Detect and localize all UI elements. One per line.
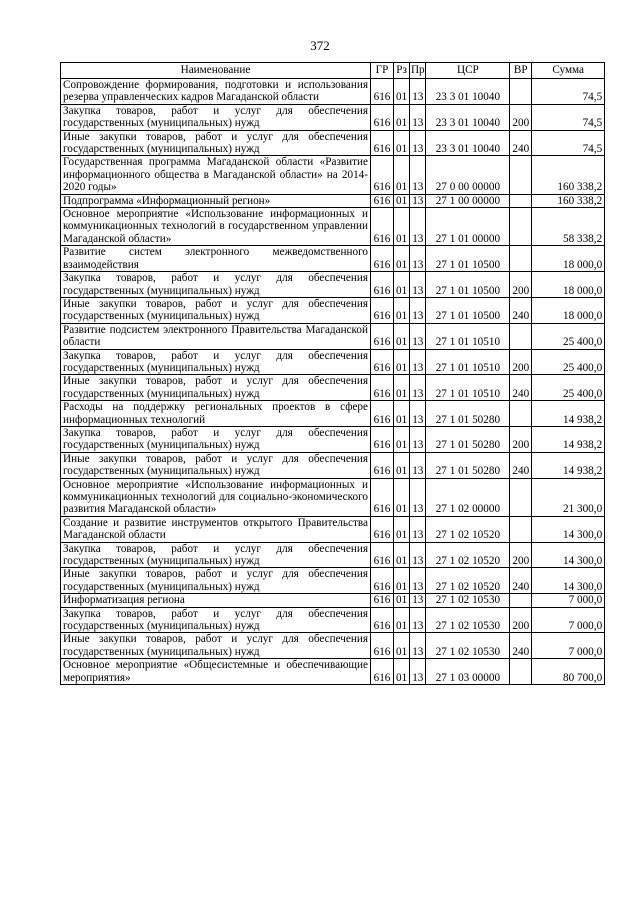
row-csr: 27 1 01 10510 <box>426 323 510 349</box>
table-row <box>61 375 605 401</box>
row-pr: 13 <box>410 208 426 246</box>
row-gr: 616 <box>371 194 394 207</box>
row-sum: 18 000,0 <box>532 272 605 298</box>
row-vr <box>510 401 532 427</box>
row-rz: 01 <box>394 208 410 246</box>
table-row <box>61 568 605 594</box>
row-name: Основное мероприятие «Общесистемные и обеспечивающие мероприятия» <box>61 659 371 685</box>
table-row <box>61 349 605 375</box>
row-sum: 74,5 <box>532 79 605 105</box>
row-sum: 14 938,2 <box>532 401 605 427</box>
row-gr: 616 <box>371 452 394 478</box>
row-rz: 01 <box>394 478 410 516</box>
row-sum: 58 338,2 <box>532 208 605 246</box>
row-rz: 01 <box>394 130 410 156</box>
table-row <box>61 194 605 207</box>
row-name: Иные закупки товаров, работ и услуг для обеспечения государственных (муниципальных) нужд <box>61 452 371 478</box>
row-gr: 616 <box>371 633 394 659</box>
row-vr <box>510 79 532 105</box>
table-row <box>61 633 605 659</box>
row-sum: 25 400,0 <box>532 323 605 349</box>
row-gr: 616 <box>371 478 394 516</box>
table-row <box>61 478 605 516</box>
row-vr <box>510 478 532 516</box>
row-csr: 27 1 02 10520 <box>426 516 510 542</box>
row-pr: 13 <box>410 156 426 194</box>
row-rz: 01 <box>394 323 410 349</box>
row-sum: 18 000,0 <box>532 246 605 272</box>
row-rz: 01 <box>394 607 410 633</box>
row-name: Развитие подсистем электронного Правительства Магаданской области <box>61 323 371 349</box>
row-pr: 13 <box>410 272 426 298</box>
row-gr: 616 <box>371 659 394 685</box>
row-gr: 616 <box>371 401 394 427</box>
table-row <box>61 401 605 427</box>
row-vr: 240 <box>510 633 532 659</box>
row-name: Основное мероприятие «Использование информационных и коммуникационных технологий для социально-экономического развития Магаданской области» <box>61 478 371 516</box>
row-sum: 74,5 <box>532 130 605 156</box>
row-pr: 13 <box>410 426 426 452</box>
row-csr: 27 1 01 50280 <box>426 452 510 478</box>
row-rz: 01 <box>394 452 410 478</box>
row-vr: 200 <box>510 349 532 375</box>
row-vr <box>510 659 532 685</box>
row-pr: 13 <box>410 401 426 427</box>
row-csr: 23 3 01 10040 <box>426 79 510 105</box>
row-pr: 13 <box>410 246 426 272</box>
row-csr: 27 1 01 10500 <box>426 246 510 272</box>
row-sum: 14 300,0 <box>532 542 605 568</box>
row-sum: 160 338,2 <box>532 194 605 207</box>
row-csr: 27 1 02 10530 <box>426 607 510 633</box>
row-rz: 01 <box>394 79 410 105</box>
row-sum: 14 938,2 <box>532 426 605 452</box>
table-row <box>61 297 605 323</box>
row-rz: 01 <box>394 349 410 375</box>
row-name: Расходы на поддержку региональных проектов в сфере информационных технологий <box>61 401 371 427</box>
row-name: Закупка товаров, работ и услуг для обеспечения государственных (муниципальных) нужд <box>61 542 371 568</box>
row-pr: 13 <box>410 568 426 594</box>
row-rz: 01 <box>394 272 410 298</box>
table-row <box>61 208 605 246</box>
row-sum: 14 300,0 <box>532 516 605 542</box>
row-csr: 23 3 01 10040 <box>426 130 510 156</box>
row-vr: 240 <box>510 568 532 594</box>
row-rz: 01 <box>394 156 410 194</box>
row-pr: 13 <box>410 194 426 207</box>
row-csr: 27 1 02 00000 <box>426 478 510 516</box>
row-vr <box>510 246 532 272</box>
row-vr: 240 <box>510 452 532 478</box>
row-name: Иные закупки товаров, работ и услуг для обеспечения государственных (муниципальных) нужд <box>61 568 371 594</box>
row-vr: 240 <box>510 375 532 401</box>
row-pr: 13 <box>410 542 426 568</box>
row-rz: 01 <box>394 633 410 659</box>
row-vr: 240 <box>510 297 532 323</box>
row-sum: 14 938,2 <box>532 452 605 478</box>
row-sum: 21 300,0 <box>532 478 605 516</box>
row-gr: 616 <box>371 272 394 298</box>
row-rz: 01 <box>394 194 410 207</box>
row-rz: 01 <box>394 542 410 568</box>
row-csr: 27 1 03 00000 <box>426 659 510 685</box>
header-rz: Рз <box>394 63 410 79</box>
row-gr: 616 <box>371 156 394 194</box>
row-pr: 13 <box>410 79 426 105</box>
table-row <box>61 130 605 156</box>
row-gr: 616 <box>371 516 394 542</box>
table-row <box>61 426 605 452</box>
row-sum: 25 400,0 <box>532 349 605 375</box>
row-rz: 01 <box>394 401 410 427</box>
row-name: Иные закупки товаров, работ и услуг для обеспечения государственных (муниципальных) нужд <box>61 297 371 323</box>
header-name: Наименование <box>61 63 371 79</box>
row-vr <box>510 194 532 207</box>
row-vr <box>510 156 532 194</box>
row-name: Создание и развитие инструментов открытого Правительства Магаданской области <box>61 516 371 542</box>
header-gr: ГР <box>371 63 394 79</box>
row-sum: 80 700,0 <box>532 659 605 685</box>
row-gr: 616 <box>371 594 394 607</box>
row-vr: 200 <box>510 607 532 633</box>
row-rz: 01 <box>394 568 410 594</box>
row-csr: 27 1 02 10530 <box>426 633 510 659</box>
table-row <box>61 452 605 478</box>
row-gr: 616 <box>371 297 394 323</box>
row-name: Информатизация региона <box>61 594 371 607</box>
row-gr: 616 <box>371 607 394 633</box>
row-sum: 7 000,0 <box>532 607 605 633</box>
table-row <box>61 79 605 105</box>
row-csr: 27 1 02 10520 <box>426 542 510 568</box>
row-gr: 616 <box>371 375 394 401</box>
row-sum: 18 000,0 <box>532 297 605 323</box>
row-vr: 200 <box>510 272 532 298</box>
row-name: Развитие систем электронного межведомственного взаимодействия <box>61 246 371 272</box>
row-rz: 01 <box>394 516 410 542</box>
row-vr <box>510 594 532 607</box>
table-row <box>61 323 605 349</box>
row-pr: 13 <box>410 607 426 633</box>
row-vr <box>510 516 532 542</box>
page-number: 372 <box>310 38 330 53</box>
row-vr <box>510 208 532 246</box>
row-name: Закупка товаров, работ и услуг для обеспечения государственных (муниципальных) нужд <box>61 104 371 130</box>
row-rz: 01 <box>394 104 410 130</box>
row-pr: 13 <box>410 297 426 323</box>
row-rz: 01 <box>394 246 410 272</box>
row-pr: 13 <box>410 323 426 349</box>
row-gr: 616 <box>371 104 394 130</box>
row-rz: 01 <box>394 426 410 452</box>
row-name: Закупка товаров, работ и услуг для обеспечения государственных (муниципальных) нужд <box>61 607 371 633</box>
row-sum: 160 338,2 <box>532 156 605 194</box>
row-csr: 27 1 01 10510 <box>426 349 510 375</box>
row-pr: 13 <box>410 594 426 607</box>
row-gr: 616 <box>371 542 394 568</box>
row-vr: 240 <box>510 130 532 156</box>
table-row <box>61 659 605 685</box>
row-name: Иные закупки товаров, работ и услуг для обеспечения государственных (муниципальных) нужд <box>61 633 371 659</box>
row-gr: 616 <box>371 568 394 594</box>
row-name: Закупка товаров, работ и услуг для обеспечения государственных (муниципальных) нужд <box>61 349 371 375</box>
row-csr: 27 1 01 10510 <box>426 375 510 401</box>
row-pr: 13 <box>410 659 426 685</box>
row-name: Закупка товаров, работ и услуг для обеспечения государственных (муниципальных) нужд <box>61 426 371 452</box>
row-name: Иные закупки товаров, работ и услуг для обеспечения государственных (муниципальных) нужд <box>61 130 371 156</box>
row-csr: 27 1 01 00000 <box>426 208 510 246</box>
row-rz: 01 <box>394 594 410 607</box>
row-pr: 13 <box>410 478 426 516</box>
row-gr: 616 <box>371 79 394 105</box>
table-row <box>61 104 605 130</box>
row-rz: 01 <box>394 375 410 401</box>
row-sum: 7 000,0 <box>532 594 605 607</box>
row-csr: 27 1 01 50280 <box>426 401 510 427</box>
table-row <box>61 607 605 633</box>
table-body <box>61 79 605 685</box>
row-vr: 200 <box>510 104 532 130</box>
row-vr: 200 <box>510 426 532 452</box>
row-gr: 616 <box>371 426 394 452</box>
row-gr: 616 <box>371 208 394 246</box>
row-vr: 200 <box>510 542 532 568</box>
row-rz: 01 <box>394 297 410 323</box>
row-gr: 616 <box>371 246 394 272</box>
row-pr: 13 <box>410 452 426 478</box>
row-name: Государственная программа Магаданской области «Развитие информационного общества в Магаданской области» на 2014-2020 годы» <box>61 156 371 194</box>
row-pr: 13 <box>410 349 426 375</box>
budget-table <box>60 62 605 685</box>
row-pr: 13 <box>410 104 426 130</box>
row-sum: 74,5 <box>532 104 605 130</box>
row-name: Закупка товаров, работ и услуг для обеспечения государственных (муниципальных) нужд <box>61 272 371 298</box>
row-sum: 14 300,0 <box>532 568 605 594</box>
row-pr: 13 <box>410 375 426 401</box>
table-row <box>61 542 605 568</box>
row-csr: 27 1 01 50280 <box>426 426 510 452</box>
row-rz: 01 <box>394 659 410 685</box>
table-header-row <box>61 63 605 79</box>
row-pr: 13 <box>410 633 426 659</box>
table-row <box>61 246 605 272</box>
row-csr: 27 1 02 10530 <box>426 594 510 607</box>
header-csr: ЦСР <box>426 63 510 79</box>
row-name: Основное мероприятие «Использование информационных и коммуникационных технологий в государственном управлении Магаданской области» <box>61 208 371 246</box>
table-row <box>61 594 605 607</box>
header-vr: ВР <box>510 63 532 79</box>
row-name: Подпрограмма «Информационный регион» <box>61 194 371 207</box>
row-sum: 7 000,0 <box>532 633 605 659</box>
row-csr: 23 3 01 10040 <box>426 104 510 130</box>
row-csr: 27 1 00 00000 <box>426 194 510 207</box>
row-name: Иные закупки товаров, работ и услуг для обеспечения государственных (муниципальных) нужд <box>61 375 371 401</box>
row-csr: 27 0 00 00000 <box>426 156 510 194</box>
row-vr <box>510 323 532 349</box>
row-pr: 13 <box>410 130 426 156</box>
row-gr: 616 <box>371 130 394 156</box>
table-row <box>61 272 605 298</box>
row-csr: 27 1 02 10520 <box>426 568 510 594</box>
row-gr: 616 <box>371 323 394 349</box>
row-sum: 25 400,0 <box>532 375 605 401</box>
table-row <box>61 156 605 194</box>
row-name: Сопровождение формирования, подготовки и использования резерва управленческих кадров Магаданской области <box>61 79 371 105</box>
row-csr: 27 1 01 10500 <box>426 272 510 298</box>
row-pr: 13 <box>410 516 426 542</box>
row-csr: 27 1 01 10500 <box>426 297 510 323</box>
row-gr: 616 <box>371 349 394 375</box>
header-pr: Пр <box>410 63 426 79</box>
table-row <box>61 516 605 542</box>
header-sum: Сумма <box>532 63 605 79</box>
